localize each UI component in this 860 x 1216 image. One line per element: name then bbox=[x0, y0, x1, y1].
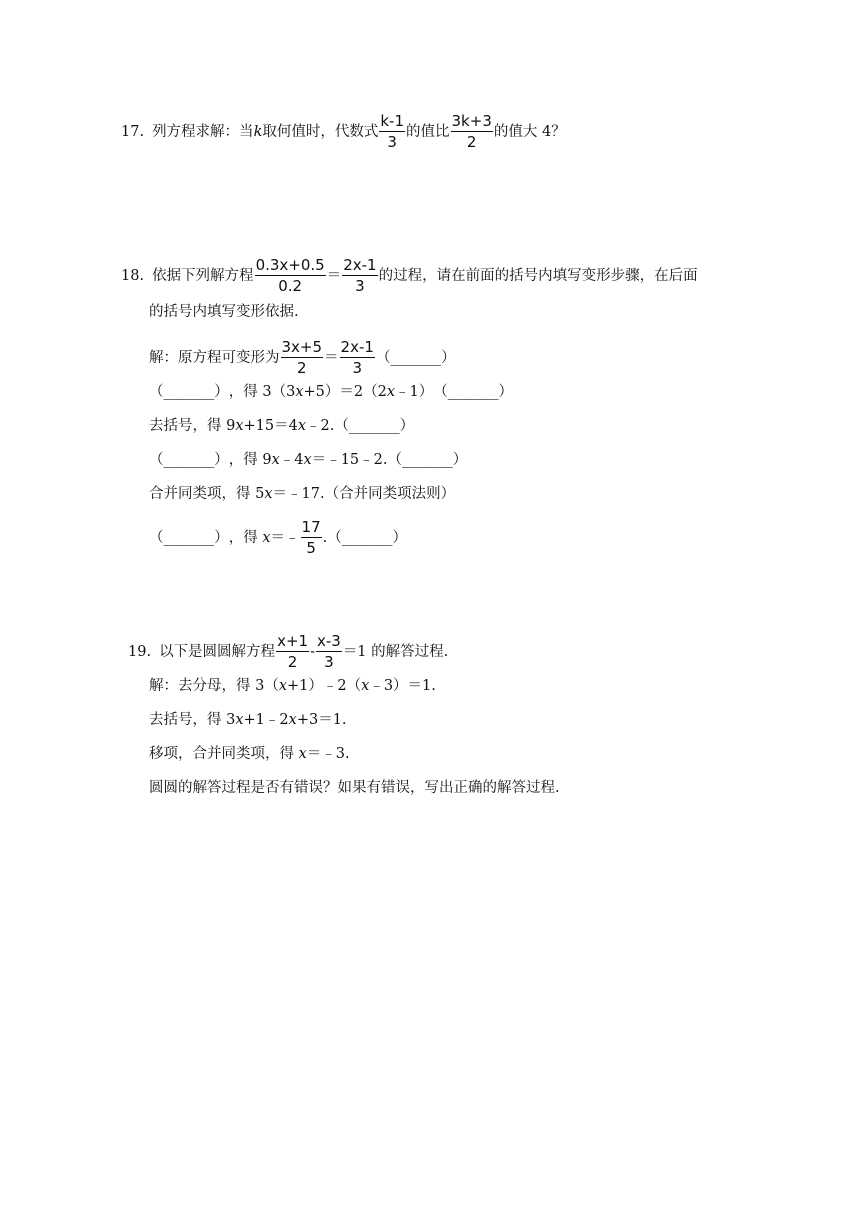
q19-line-1 bbox=[128, 634, 448, 670]
q18-solution-right-numerator: 2x-1 bbox=[340, 338, 374, 356]
q19-fraction-1-numerator: x+1 bbox=[277, 632, 309, 650]
q18-blank-basis-3[interactable]: （_______） bbox=[334, 418, 415, 434]
q18-step-2 bbox=[149, 382, 513, 402]
q17-text-b: 取何值时，代数式 bbox=[262, 124, 379, 140]
q17-fraction-2-denominator: 2 bbox=[466, 133, 477, 151]
q18-equation-left-numerator: 0.3x+0.5 bbox=[255, 256, 325, 274]
q18-equation-left-fraction bbox=[255, 258, 326, 294]
q19-l5: 圆圆的解答过程是否有错误？如果有错误，写出正确的解答过程. bbox=[149, 780, 560, 796]
q19-l4-b: ＝﹣3. bbox=[306, 746, 350, 762]
q18-blank-step-2[interactable]: （_______） bbox=[149, 384, 229, 400]
q18-blank-step-6[interactable]: （_______） bbox=[149, 530, 229, 546]
q17-fraction-1-denominator: 3 bbox=[387, 133, 397, 151]
q18-step3-c: ﹣2. bbox=[306, 418, 335, 434]
q18-step-5 bbox=[149, 484, 455, 504]
q19-fraction-2-denominator: 3 bbox=[324, 653, 334, 671]
q18-step2-x1: x bbox=[295, 384, 304, 400]
q18-step6-denominator: 5 bbox=[306, 539, 316, 557]
q17-text-d: 的值大 4？ bbox=[493, 124, 566, 140]
q19-l3-x2: x bbox=[288, 712, 297, 728]
q18-step4-x2: x bbox=[303, 452, 312, 468]
q18-step3-a: 去括号，得 9 bbox=[149, 418, 236, 434]
q17-fraction-1 bbox=[379, 114, 405, 150]
q17-fraction-1-numerator: k-1 bbox=[380, 112, 405, 130]
q19-fraction-1-denominator: 2 bbox=[287, 653, 298, 671]
q17-line bbox=[121, 114, 566, 150]
q18-solution-left-numerator: 3x+5 bbox=[281, 338, 323, 356]
q17-text-a: 列方程求解：当 bbox=[152, 124, 254, 140]
q18-step2-mid: ，得 3（3 bbox=[228, 384, 296, 400]
q18-step6-fraction bbox=[301, 520, 322, 556]
q18-line1-a: 依据下列解方程 bbox=[152, 268, 254, 284]
q18-step3-b: +15＝4 bbox=[243, 418, 298, 434]
q18-step2-b: +5）＝2（2 bbox=[303, 384, 387, 400]
q18-equation-left-denominator: 0.2 bbox=[278, 277, 303, 295]
q18-step-4 bbox=[149, 450, 467, 470]
q18-step-3 bbox=[149, 416, 414, 436]
q19-fraction-2-numerator: x-3 bbox=[316, 632, 341, 650]
q19-l4-a: 移项，合并同类项，得 bbox=[149, 746, 294, 762]
q18-line1-b: 的过程，请在前面的括号内填写变形步骤，在后面 bbox=[378, 268, 698, 284]
q18-solution-equals: ＝ bbox=[324, 350, 339, 366]
q18-line-2 bbox=[149, 302, 299, 322]
q19-l4-x: x bbox=[298, 746, 307, 762]
q18-solution-line bbox=[149, 340, 456, 376]
q19-l2-x2: x bbox=[361, 678, 370, 694]
q18-step5-b: ＝﹣17.（合并同类项法则） bbox=[272, 486, 456, 502]
q18-equation-right-fraction bbox=[342, 258, 377, 294]
q18-equation-right-denominator: 3 bbox=[355, 277, 365, 295]
q19-l3-c: +3＝1. bbox=[296, 712, 347, 728]
q18-step6-c: . bbox=[322, 530, 328, 546]
q18-step3-x2: x bbox=[297, 418, 307, 434]
q19-line1-b: ＝1 的解答过程. bbox=[342, 644, 449, 660]
q18-step2-c: ﹣1） bbox=[395, 384, 434, 400]
q18-step4-c: ＝﹣15﹣2. bbox=[311, 452, 388, 468]
q18-step6-b: ＝﹣ bbox=[270, 530, 300, 546]
q19-line-2 bbox=[149, 676, 436, 696]
q18-step4-b: ﹣4 bbox=[279, 452, 304, 468]
q18-number: 18. bbox=[121, 268, 145, 284]
q18-blank-basis-4[interactable]: （_______） bbox=[387, 452, 468, 468]
q17-fraction-2 bbox=[451, 114, 493, 150]
q19-line1-a: 以下是圆圆解方程 bbox=[159, 644, 276, 660]
q18-step6-a: ，得 bbox=[228, 530, 258, 546]
q18-solution-right-fraction bbox=[340, 340, 375, 376]
q18-blank-basis-1[interactable]: （_______） bbox=[375, 350, 456, 366]
q19-l2-a: 解：去分母，得 3（ bbox=[149, 678, 279, 694]
q18-equation-sign: ＝ bbox=[326, 268, 342, 284]
q18-line-1 bbox=[121, 258, 698, 294]
q17-text-c: 的值比 bbox=[406, 124, 450, 140]
q18-solution-right-denominator: 3 bbox=[352, 359, 363, 377]
q18-step3-x1: x bbox=[235, 418, 244, 434]
q18-solution-left-denominator: 2 bbox=[297, 359, 307, 377]
q19-l2-x1: x bbox=[278, 678, 288, 694]
q17-number: 17. bbox=[121, 124, 145, 140]
q19-l3-x1: x bbox=[235, 712, 244, 728]
q17-fraction-2-numerator: 3k+3 bbox=[451, 112, 492, 130]
q18-step5-a: 合并同类项，得 5 bbox=[149, 486, 265, 502]
q18-blank-basis-2[interactable]: （_______） bbox=[433, 384, 513, 400]
q19-l3-b: +1﹣2 bbox=[243, 712, 289, 728]
q18-step6-numerator: 17 bbox=[301, 518, 321, 536]
q19-fraction-1 bbox=[276, 634, 309, 670]
q18-equation-right-numerator: 2x-1 bbox=[343, 256, 377, 274]
q19-number: 19. bbox=[128, 644, 152, 660]
q18-solution-left-fraction bbox=[281, 340, 324, 376]
q18-step5-x: x bbox=[264, 486, 273, 502]
q18-line2: 的括号内填写变形依据. bbox=[149, 304, 299, 320]
q19-l3-a: 去括号，得 3 bbox=[149, 712, 236, 728]
q19-line-4 bbox=[149, 744, 350, 764]
q19-line-5 bbox=[149, 778, 560, 798]
q18-blank-step-4[interactable]: （_______） bbox=[149, 452, 229, 468]
q18-step4-a: ，得 9 bbox=[228, 452, 272, 468]
q18-step2-x2: x bbox=[386, 384, 396, 400]
q19-line-3 bbox=[149, 710, 347, 730]
q18-blank-basis-6[interactable]: （_______） bbox=[327, 530, 407, 546]
q18-step-6 bbox=[149, 520, 407, 556]
q18-step6-x: x bbox=[262, 530, 271, 546]
q19-l2-b: +1）﹣2（ bbox=[287, 678, 362, 694]
q18-solution-prefix: 解：原方程可变形为 bbox=[149, 350, 280, 366]
q19-l2-c: ﹣3）＝1. bbox=[369, 678, 436, 694]
q19-fraction-2 bbox=[316, 634, 342, 670]
q17-var-k: k bbox=[253, 124, 263, 140]
q18-step4-x1: x bbox=[271, 452, 280, 468]
q19-minus: - bbox=[310, 644, 315, 660]
